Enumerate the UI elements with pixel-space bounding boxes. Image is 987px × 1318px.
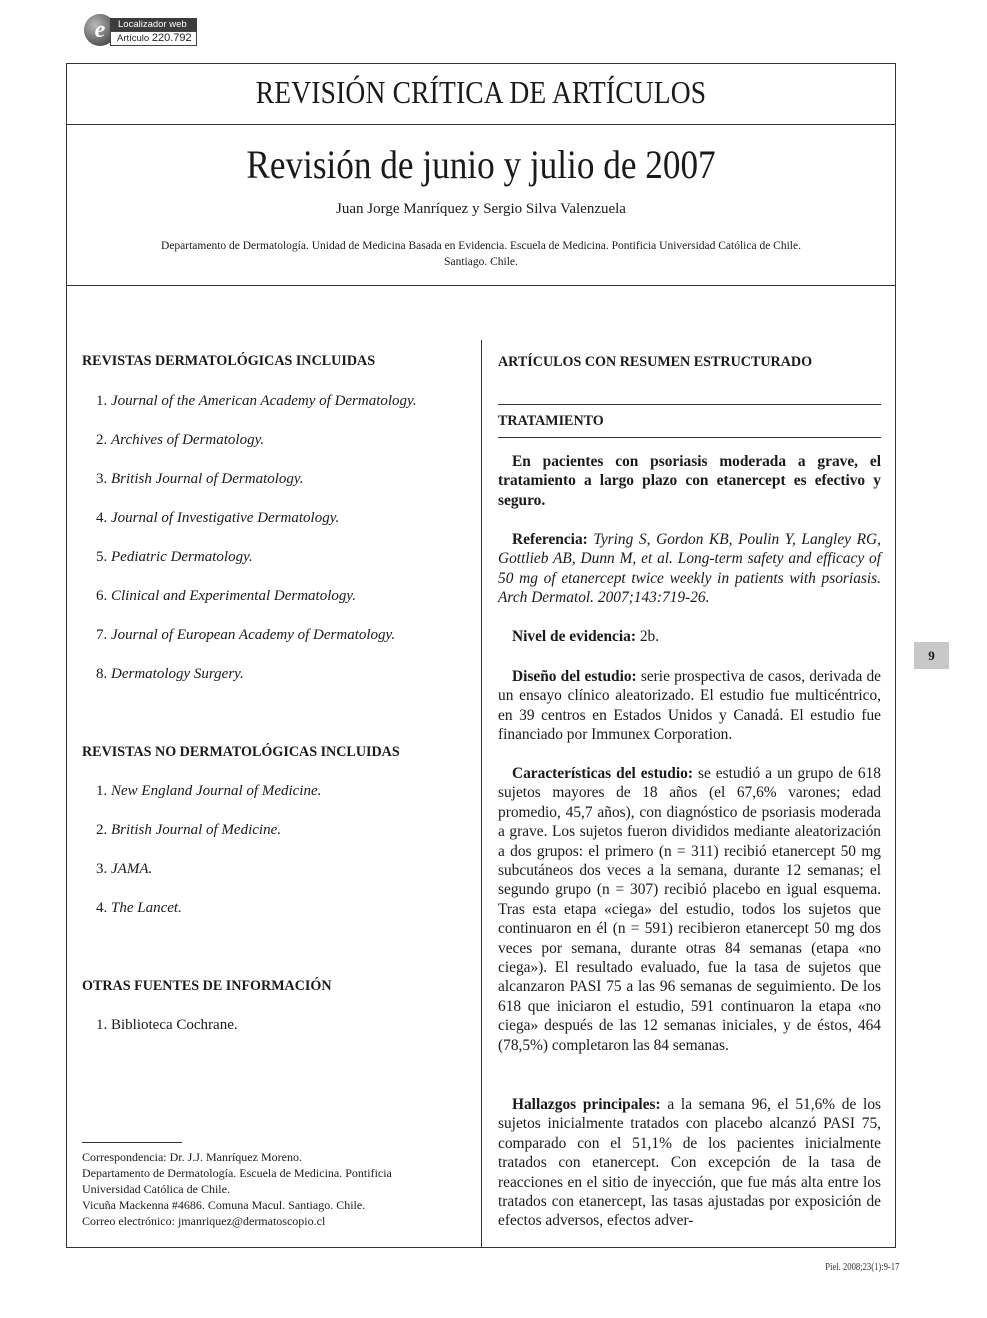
list-item: 7. Journal of European Academy of Dermatology. xyxy=(96,627,396,643)
article-title: Revisión de junio y julio de 2007 xyxy=(246,142,716,187)
column-divider xyxy=(481,340,482,1248)
list-item: 2. Archives of Dermatology. xyxy=(96,432,265,448)
footnote-rule xyxy=(82,1142,182,1143)
footnote-line: Departamento de Dermatología. Escuela de Medicina. Pontificia xyxy=(82,1166,392,1180)
main-findings-paragraph: Hallazgos principales: a la semana 96, el 51,6% de los sujetos inicialmente tratados con placebo alcanzó PASI 75, comparado con el 51,1% de los pacientes inicialmente tratados con etanercept. Con excepción de la tasa de reacciones en el sitio de inyección, que fue más alta entre los tratados con etanercept, las tasas ajustadas por exposición de efectos adversos, efectos adver- xyxy=(498,1096,881,1230)
list-item: 4. The Lancet. xyxy=(96,900,182,916)
section-title: REVISIÓN CRÍTICA DE ARTÍCULOS xyxy=(255,74,707,110)
list-item: 2. British Journal of Medicine. xyxy=(96,822,281,838)
lead-summary: En pacientes con psoriasis moderada a grave, el tratamiento a largo plazo con etanercept es efectivo y seguro. xyxy=(498,453,881,509)
list-item: 3. JAMA. xyxy=(96,861,153,877)
derm-journals-heading: REVISTAS DERMATOLÓGICAS INCLUIDAS xyxy=(82,353,376,369)
header-divider-top xyxy=(66,124,896,125)
badge-article-number: 220.792 xyxy=(151,32,192,44)
badge-label: Localizador web xyxy=(110,18,197,31)
affiliation-line: Departamento de Dermatología. Unidad de Medicina Basada en Evidencia. Escuela de Medicina. Pontificia Universidad Católica de Chile. xyxy=(161,240,801,252)
e-logo-icon: e xyxy=(84,14,116,46)
study-characteristics-paragraph: Características del estudio: se estudió a un grupo de 618 sujetos mayores de 18 años (el 67,6% varones; edad promedio, 45,7 años), con diagnóstico de psoriasis moderada a grave. Los sujetos fueron divididos mediante aleatorización a dos grupos: el primero (n = 311) recibió etanercept 50 mg subcutáneos dos veces a la semana, durante 12 semanas; el segundo grupo (n = 307) recibió placebo en igual esquema. Tras esta etapa «ciega» del estudio, todos los sujetos que continuaron en él (n = 591) recibieron etanercept 50 mg dos veces por semana, durante otras 84 semanas (etapa «no ciega»). El resultado evaluado, fue la tasa de sujetos que alcanzaron PASI 75 a las 96 semanas de seguimiento. De los 618 que iniciaron el estudio, 591 continuaron la etapa «no ciega» después de las 12 semanas iniciales, y de éstos, 464 (78,5%) completaron las 84 semanas. xyxy=(498,765,881,1054)
badge-article-prefix: Artículo xyxy=(117,33,150,44)
footnote-line: Correspondencia: Dr. J.J. Manríquez Moreno. xyxy=(82,1150,302,1164)
page-number-tab: 9 xyxy=(914,642,949,669)
list-item: 1. Biblioteca Cochrane. xyxy=(96,1017,238,1033)
structured-abstracts-heading: ARTÍCULOS CON RESUMEN ESTRUCTURADO xyxy=(498,354,813,370)
list-item: 3. British Journal of Dermatology. xyxy=(96,471,304,487)
list-item: 6. Clinical and Experimental Dermatology. xyxy=(96,588,356,604)
localizador-badge xyxy=(84,14,198,50)
footnote-line: Universidad Católica de Chile. xyxy=(82,1182,230,1196)
study-design-paragraph: Diseño del estudio: serie prospectiva de casos, derivada de un ensayo clínico aleatorizado. El estudio fue multicéntrico, en 39 centros en Estados Unidos y Canadá. El estudio fue financiado por Immunex Corporation. xyxy=(498,668,881,744)
other-sources-heading: OTRAS FUENTES DE INFORMACIÓN xyxy=(82,978,332,994)
authors: Juan Jorge Manríquez y Sergio Silva Valenzuela xyxy=(336,201,626,217)
list-item: 1. Journal of the American Academy of Dermatology. xyxy=(96,393,417,409)
nonderm-journals-heading: REVISTAS NO DERMATOLÓGICAS INCLUIDAS xyxy=(82,744,400,760)
footnote-line: Vicuña Mackenna #4686. Comuna Macul. Santiago. Chile. xyxy=(82,1198,366,1212)
affiliation xyxy=(120,238,842,270)
treatment-heading: TRATAMIENTO xyxy=(498,413,604,429)
list-item: 5. Pediatric Dermatology. xyxy=(96,549,253,565)
evidence-level-paragraph: Nivel de evidencia: 2b. xyxy=(512,628,660,645)
heading-rule xyxy=(498,404,881,405)
list-item: 1. New England Journal of Medicine. xyxy=(96,783,322,799)
list-item: 8. Dermatology Surgery. xyxy=(96,666,244,682)
heading-rule xyxy=(498,437,881,438)
header-divider-bottom xyxy=(66,285,896,286)
footnote-line: Correo electrónico: jmanriquez@dermatoscopio.cl xyxy=(82,1214,326,1228)
list-item: 4. Journal of Investigative Dermatology. xyxy=(96,510,340,526)
badge-article xyxy=(110,31,197,46)
reference-paragraph: Referencia: Tyring S, Gordon KB, Poulin Y, Langley RG, Gottlieb AB, Dunn M, et al. Long-term safety and efficacy of 50 mg of etanercept twice weekly in patients with psoriasis. Arch Dermatol. 2007;143:719-26. xyxy=(498,531,881,607)
affiliation-line: Santiago. Chile. xyxy=(444,256,518,268)
footer-citation: Piel. 2008;23(1):9-17 xyxy=(824,1262,899,1273)
